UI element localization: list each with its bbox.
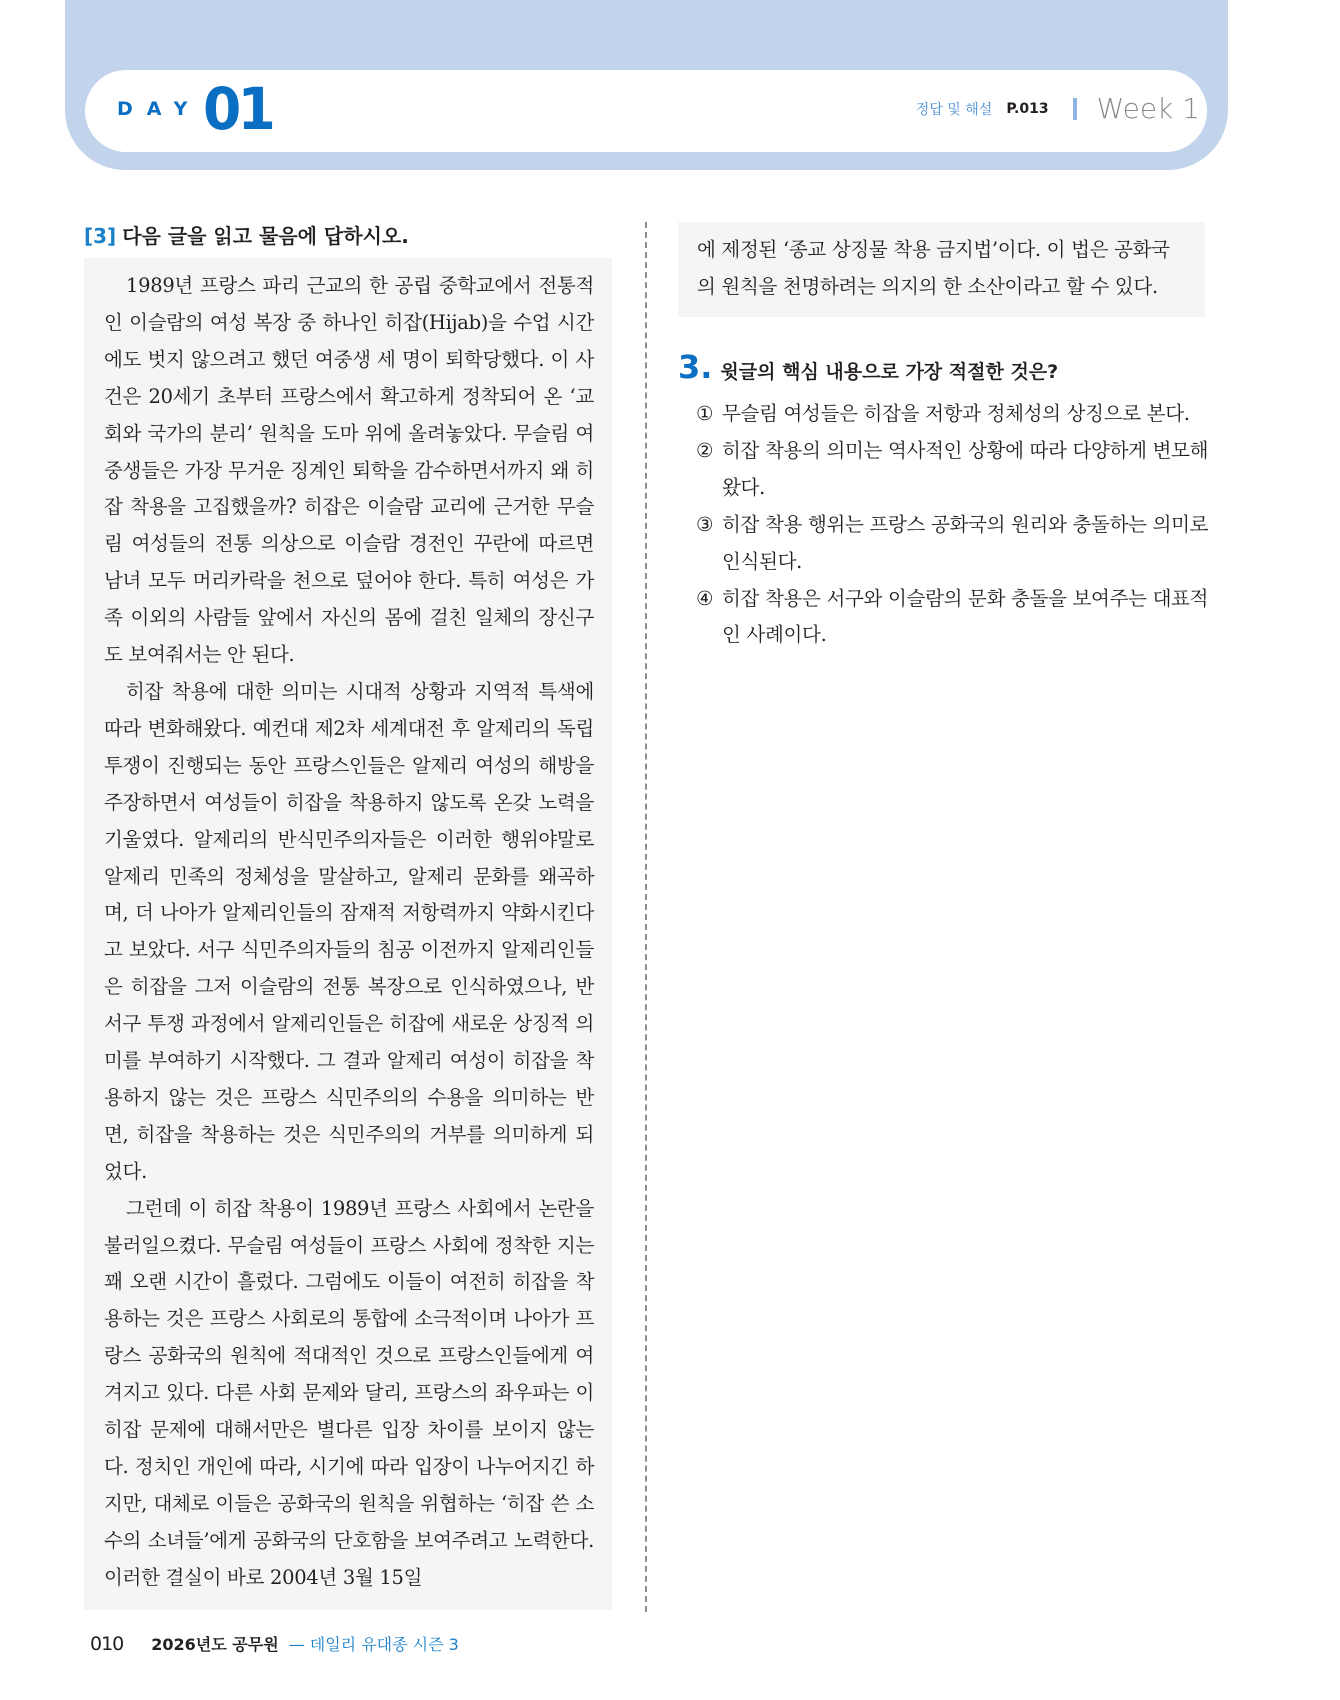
week-label: Week 1	[1096, 92, 1200, 125]
answer-label: 정답 및 해설	[915, 101, 993, 118]
column-divider	[645, 222, 647, 1612]
option-text: 히잡 착용은 서구와 이슬람의 문화 충돌을 보여주는 대표적인 사례이다.	[722, 586, 1209, 647]
series-title: — 데일리 유대종 시즌 3	[288, 1635, 459, 1654]
question-number: 3.	[678, 348, 713, 386]
answer-page-link[interactable]: P.013	[1006, 100, 1049, 117]
day-label: DAY	[117, 98, 202, 120]
day-number: 01	[203, 75, 273, 143]
answer-option-4[interactable]	[696, 581, 1216, 655]
page-number: 010	[90, 1633, 124, 1655]
book-title: 2026년도 공무원	[151, 1635, 279, 1654]
section-number: [3]	[84, 224, 117, 248]
header-separator	[1073, 98, 1077, 120]
option-mark: ④	[696, 586, 714, 610]
passage-paragraph: 그런데 이 히잡 착용이 1989년 프랑스 사회에서 논란을 불러일으켰다. 무슬림 여성들이 프랑스 사회에 정착한 지는 꽤 오랜 시간이 흘렀다. 그럼에도 이들이 여전히 히잡을 착용하는 것은 프랑스 사회로의 통합에 소극적이며 나아가 프랑스 공화국의 원칙에 적대적인 것으로 프랑스인들에게 여겨지고 있다. 다른 사회 문제와 달리, 프랑스의 좌우파는 이 히잡 문제에 대해서만은 별다른 입장 차이를 보이지 않는다. 정치인 개인에 따라, 시기에 따라 입장이 나누어지긴 하지만, 대체로 이들은 공화국의 원칙을 위협하는 ‘히잡 쓴 소수의 소녀들’에게 공화국의 단호함을 보여주려고 노력한다. 이러한 결실이 바로 2004년 3월 15일	[104, 1196, 594, 1589]
passage	[104, 268, 594, 1597]
option-text: 히잡 착용의 의미는 역사적인 상황에 따라 다양하게 변모해왔다.	[722, 438, 1209, 499]
option-mark: ③	[696, 512, 714, 536]
option-mark: ②	[696, 438, 714, 462]
section-instruction: 다음 글을 읽고 물음에 답하시오.	[122, 224, 409, 248]
passage-paragraph: 1989년 프랑스 파리 근교의 한 공립 중학교에서 전통적인 이슬람의 여성 복장 중 하나인 히잡(Hijab)을 수업 시간에도 벗지 않으려고 했던 여중생 세 명이 퇴학당했다. 이 사건은 20세기 초부터 프랑스에서 확고하게 정착되어 온 ‘교회와 국가의 분리’ 원칙을 도마 위에 올려놓았다. 무슬림 여중생들은 가장 무거운 징계인 퇴학을 감수하면서까지 왜 히잡 착용을 고집했을까? 히잡은 이슬람 교리에 근거한 무슬림 여성들의 전통 의상으로 이슬람 경전인 꾸란에 따르면 남녀 모두 머리카락을 천으로 덮어야 한다. 특히 여성은 가족 이외의 사람들 앞에서 자신의 몸에 걸친 일체의 장신구도 보여줘서는 안 된다.	[104, 274, 594, 667]
answer-option-3[interactable]	[696, 507, 1216, 581]
answer-options	[696, 396, 1216, 654]
header-right	[916, 92, 1200, 125]
passage-paragraph: 히잡 착용에 대한 의미는 시대적 상황과 지역적 특색에 따라 변화해왔다. 예컨대 제2차 세계대전 후 알제리의 독립 투쟁이 진행되는 동안 프랑스인들은 알제리 여성의 해방을 주장하면서 여성들이 히잡을 착용하지 않도록 온갖 노력을 기울였다. 알제리의 반식민주의자들은 이러한 행위야말로 알제리 민족의 정체성을 말살하고, 알제리 문화를 왜곡하며, 더 나아가 알제리인들의 잠재적 저항력까지 약화시킨다고 보았다. 서구 식민주의자들의 침공 이전까지 알제리인들은 히잡을 그저 이슬람의 전통 복장으로 인식하였으나, 반서구 투쟁 과정에서 알제리인들은 히잡에 새로운 상징적 의미를 부여하기 시작했다. 그 결과 알제리 여성이 히잡을 착용하지 않는 것은 프랑스 식민주의의 수용을 의미하는 반면, 히잡을 착용하는 것은 식민주의의 거부를 의미하게 되었다.	[104, 679, 594, 1183]
question-text: 윗글의 핵심 내용으로 가장 적절한 것은?	[720, 361, 1059, 383]
option-mark: ①	[696, 402, 714, 425]
option-text: 히잡 착용 행위는 프랑스 공화국의 원리와 충돌하는 의미로 인식된다.	[722, 512, 1209, 573]
page-footer	[90, 1632, 459, 1655]
section-title	[84, 220, 409, 249]
answer-option-1[interactable]	[696, 396, 1216, 433]
passage-continuation: 에 제정된 ‘종교 상징물 착용 금지법’이다. 이 법은 공화국의 원칙을 천명하려는 의지의 한 소산이라고 할 수 있다.	[697, 238, 1170, 298]
answer-option-2[interactable]	[696, 433, 1216, 507]
option-text: 무슬림 여성들은 히잡을 저항과 정체성의 상징으로 본다.	[722, 402, 1190, 425]
question-header	[678, 348, 1058, 386]
